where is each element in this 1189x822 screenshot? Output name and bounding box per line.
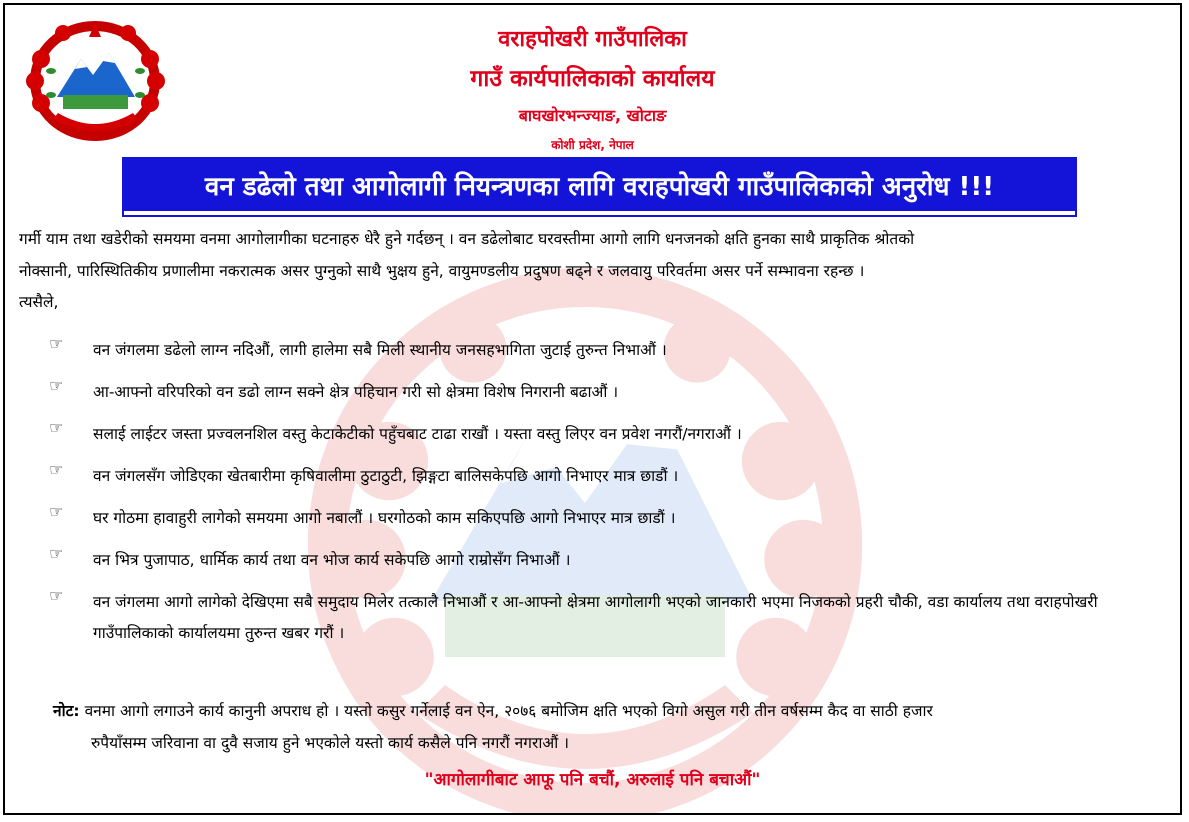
pointing-hand-icon: ☞ [49, 586, 64, 605]
province-country: कोशी प्रदेश, नेपाल [551, 138, 634, 152]
office-name: गाउँ कार्यपालिकाको कार्यालय [470, 66, 715, 92]
list-item-text: आ-आफ्नो वरिपरिको वन डढो लाग्न सक्ने क्षेत्र पहिचान गरी सो क्षेत्रमा विशेष निगरानी बढाऔं । [93, 383, 619, 401]
intro-line-2: नोक्सानी, पारिस्थितिकीय प्रणालीमा नकरात्मक असर पुग्नुको साथै भुक्षय हुने, वायुमण्डलीय प्रदुषण बढ्ने र जलवायु परिवर्तमा असर पर्ने सम्भावना रहन्छ । [19, 262, 865, 280]
intro-line-1: गर्मी याम तथा खडेरीको समयमा वनमा आगोलागीका घटनाहरु धेरै हुने गर्दछन् । वन डढेलोबाट घरवस्तीमा आगो लागि धनजनको क्षति हुनका साथै प्राकृतिक श्रोतको [19, 230, 915, 248]
pointing-hand-icon: ☞ [49, 376, 64, 395]
list-item-text: वन जंगलमा डढेलो लाग्न नदिऔं, लागी हालेमा सबै मिली स्थानीय जनसहभागिता जुटाई तुरुन्त निभाऔं । [93, 341, 667, 359]
lead-text: त्यसैले, [19, 293, 59, 311]
notice-banner-title: वन डढेलो तथा आगोलागी नियन्त्रणका लागि वराहपोखरी गाउँपालिकाको अनुरोध !!! [124, 159, 1075, 215]
list-item-text: घर गोठमा हावाहुरी लागेको समयमा आगो नबालौं । घरगोठको काम सकिएपछि आगो निभाएर मात्र छाडौं । [93, 509, 676, 527]
legal-note [53, 695, 1178, 759]
note-line-2: रुपैयाँसम्म जरिवाना वा दुवै सजाय हुने भएकोले यस्तो कार्य कसैले पनि नगरौं नगराऔं । [91, 734, 569, 752]
note-line-1: वनमा आगो लगाउने कार्य कानुनी अपराध हो । यस्तो कसुर गर्नेलाई वन ऐन, २०७६ बमोजिम क्षति भएको विगो असुल गरी तीन वर्षसम्म कैद वा साठी हजार [79, 702, 933, 720]
pointing-hand-icon: ☞ [49, 334, 64, 353]
list-item-text: वन जंगलसँग जोडिएका खेतबारीमा कृषिवालीमा ठुटाठुटी, झिङ्गटा बालिसकेपछि आगो निभाएर मात्र छाडौं । [93, 467, 679, 485]
office-address: बाघखोरभन्ज्याङ, खोटाङ [518, 106, 667, 125]
list-item-text: वन जंगलमा आगो लागेको देखिएमा सबै समुदाय मिलेर तत्कालै निभाऔं र आ-आफ्नो क्षेत्रमा आगोलागी भएको जानकारी भएमा निजकको प्रहरी चौकी, वडा कार्यालय तथा वराहपोखरी गाउँपालिकाको कार्यालयमा तुरुन्त खबर गरौं । [93, 593, 1098, 642]
list-item-text: सलाई लाईटर जस्ता प्रज्वलनशिल वस्तु केटाकेटीको पहुँचबाट टाढा राखौं । यस्ता वस्तु लिएर वन प्रवेश नगरौं/नगराऔं । [93, 425, 742, 443]
pointing-hand-icon: ☞ [49, 418, 64, 437]
org-name: वराहपोखरी गाउँपालिका [498, 27, 687, 52]
pointing-hand-icon: ☞ [49, 544, 64, 563]
slogan: "आगोलागीबाट आफू पनि बचौं, अरुलाई पनि बचाऔं" [424, 770, 761, 790]
pointing-hand-icon: ☞ [49, 502, 64, 521]
intro-paragraph [19, 223, 1175, 287]
pointing-hand-icon: ☞ [49, 460, 64, 479]
note-label: नोट: [53, 702, 80, 720]
notice-frame [3, 3, 1182, 815]
list-item-text: वन भित्र पुजापाठ, धार्मिक कार्य तथा वन भोज कार्य सकेपछि आगो राम्रोसँग निभाऔं । [93, 551, 571, 569]
